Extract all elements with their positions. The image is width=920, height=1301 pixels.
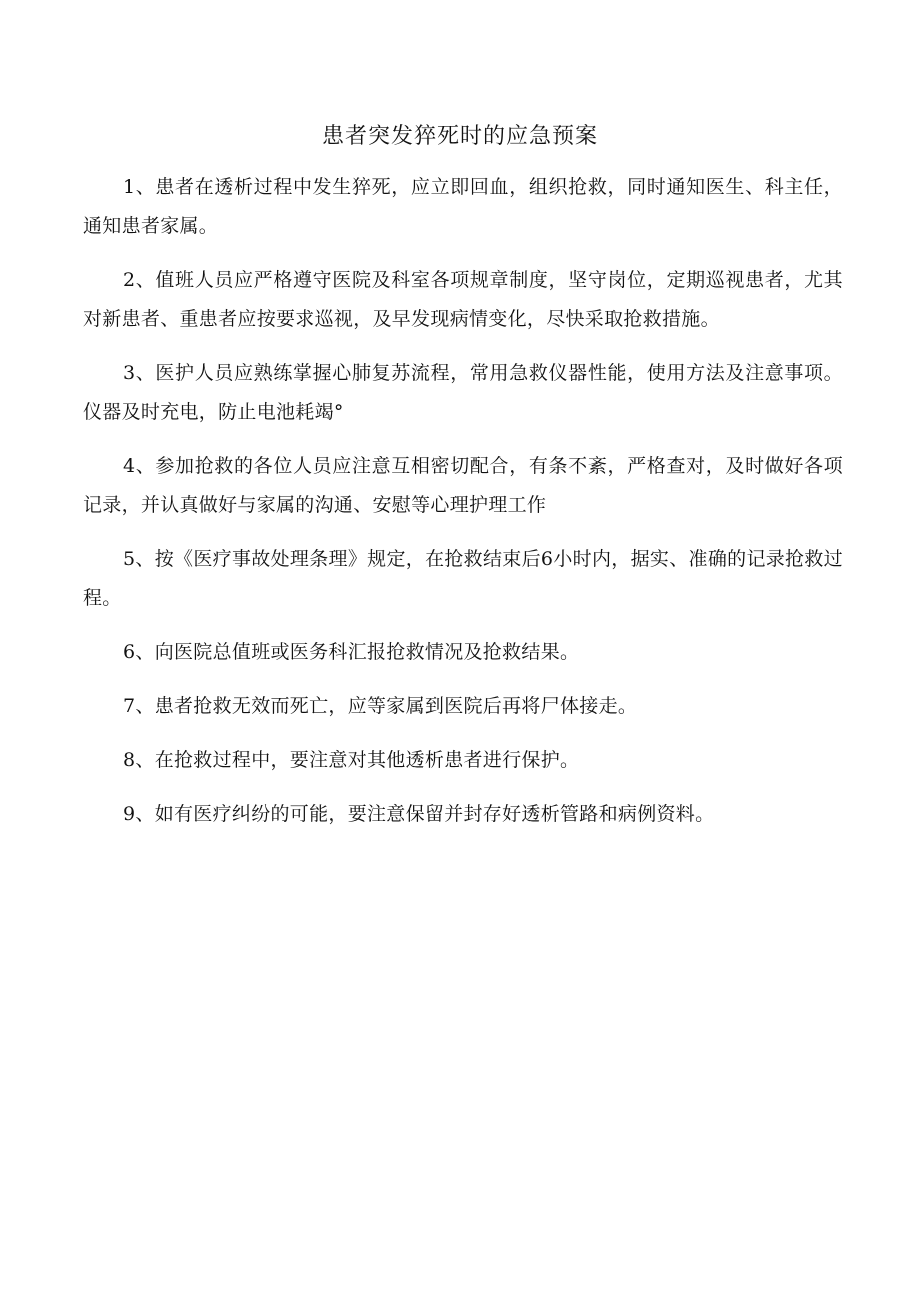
paragraph-3: 3、医护人员应熟练掌握心肺复苏流程，常用急救仪器性能，使用方法及注意事项。仪器及时充电，防止电池耗竭° [83,362,843,423]
document-body [83,168,843,849]
paragraph-8: 8、在抢救过程中，要注意对其他透析患者进行保护。 [123,749,580,771]
paragraph-2: 2、值班人员应严格遵守医院及科室各项规章制度，坚守岗位，定期巡视患者，尤其对新患者、重患者应按要求巡视，及早发现病情变化，尽快采取抢救措施。 [83,269,843,330]
paragraph-5: 5、按《医疗事故处理条理》规定，在抢救结束后6小时内，据实、准确的记录抢救过程。 [83,548,843,609]
paragraph-6: 6、向医院总值班或医务科汇报抢救情况及抢救结果。 [123,641,580,663]
paragraph-1: 1、患者在透析过程中发生猝死，应立即回血，组织抢救，同时通知医生、科主任，通知患者家属。 [83,176,843,237]
paragraph-9: 9、如有医疗纠纷的可能，要注意保留并封存好透析管路和病例资料。 [123,803,715,825]
document-title: 患者突发猝死时的应急预案 [321,124,598,149]
paragraph-4: 4、参加抢救的各位人员应注意互相密切配合，有条不紊，严格查对，及时做好各项记录，并认真做好与家属的沟通、安慰等心理护理工作 [83,455,843,516]
paragraph-7: 7、患者抢救无效而死亡，应等家属到医院后再将尸体接走。 [123,695,638,717]
